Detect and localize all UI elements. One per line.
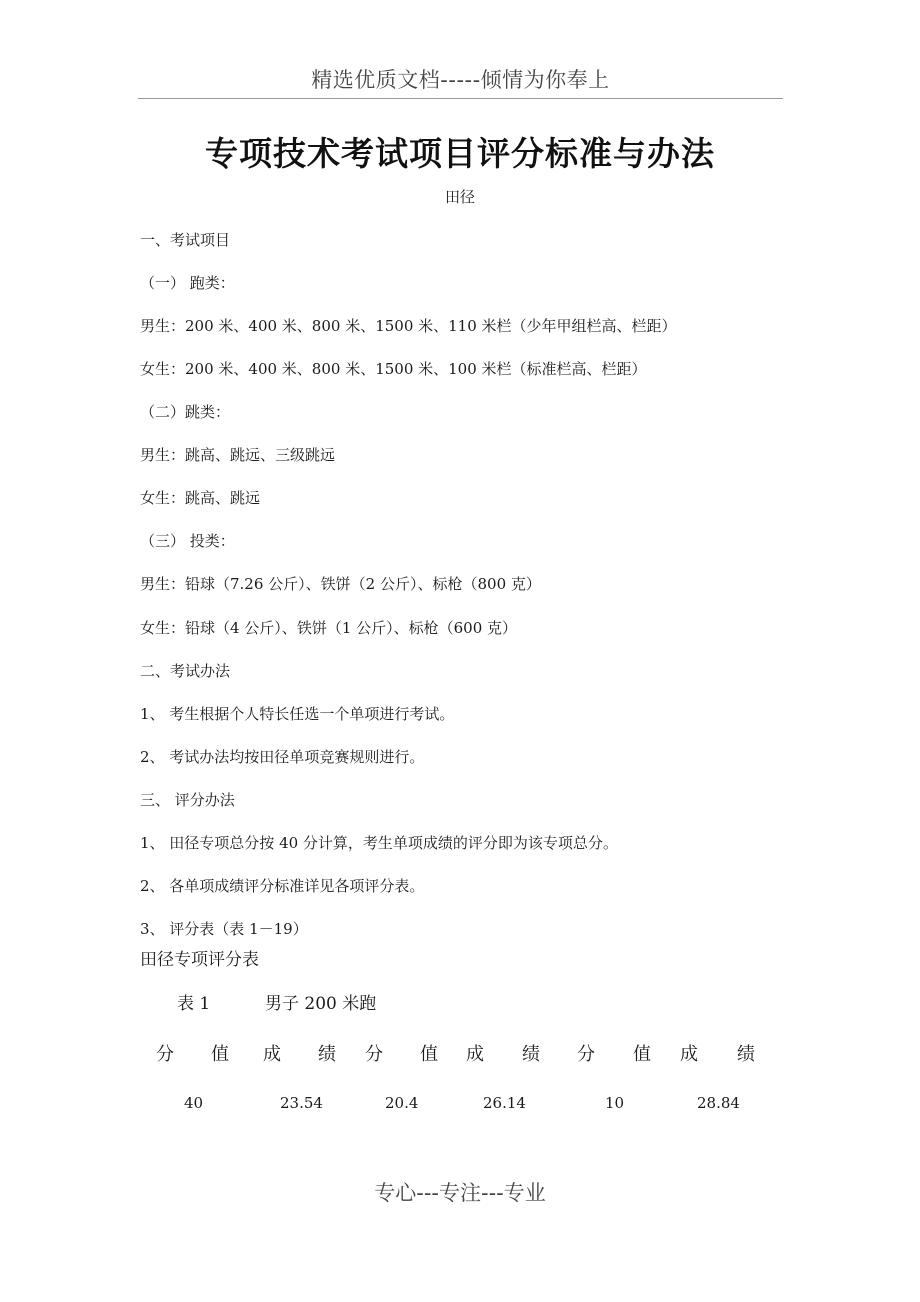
method-item-1: 1、 考生根据个人特长任选一个单项进行考试。 [140,705,455,723]
section-heading-exam-method: 二、考试办法 [140,662,231,680]
scoring-item-3: 3、 评分表（表 1－19） [140,920,308,938]
table-header-cell: 成 [680,1044,698,1065]
header-divider [138,98,783,99]
table-header-cell: 成 [263,1044,281,1065]
table-cell-result: 26.14 [483,1094,526,1112]
method-item-2: 2、 考试办法均按田径单项竞赛规则进行。 [140,748,425,766]
table-header-cell: 分 [365,1044,383,1065]
section-heading-exam-items: 一、考试项目 [140,231,231,249]
page-header: 精选优质文档-----倾情为你奉上 [311,68,610,92]
table-header-cell: 值 [211,1044,229,1065]
scoring-item-1: 1、 田径专项总分按 40 分计算，考生单项成绩的评分即为该专项总分。 [140,834,618,852]
section-heading-scoring: 三、 评分办法 [140,791,235,809]
table-header-cell: 值 [633,1044,651,1065]
throwing-male: 男生：铅球（7.26 公斤）、铁饼（2 公斤）、标枪（800 克） [140,575,541,593]
document-title: 专项技术考试项目评分标准与办法 [205,134,715,173]
table-cell-result: 28.84 [697,1094,740,1112]
table-header-cell: 绩 [522,1044,540,1065]
table-cell-result: 23.54 [280,1094,323,1112]
jumping-female: 女生：跳高、跳远 [140,489,261,507]
table-cell-score: 40 [184,1094,204,1112]
throwing-female: 女生：铅球（4 公斤）、铁饼（1 公斤）、标枪（600 克） [140,619,518,637]
subsection-running: （一） 跑类： [140,274,235,292]
document-subtitle: 田径 [444,188,475,206]
table-header-cell: 值 [420,1044,438,1065]
scoring-item-2: 2、 各单项成绩评分标准详见各项评分表。 [140,877,425,895]
table-header-cell: 成 [466,1044,484,1065]
subsection-jumping: （二）跳类： [140,403,231,421]
table-header-cell: 绩 [737,1044,755,1065]
table-cell-score: 10 [605,1094,625,1112]
running-male: 男生：200 米、400 米、800 米、1500 米、110 米栏（少年甲组栏高、栏距） [140,317,677,335]
table-header-cell: 分 [577,1044,595,1065]
subsection-throwing: （三） 投类： [140,532,235,550]
table-header-cell: 绩 [318,1044,336,1065]
table-number: 表 1 [177,994,211,1014]
table-header-cell: 分 [156,1044,174,1065]
jumping-male: 男生：跳高、跳远、三级跳远 [140,446,336,464]
table-cell-score: 20.4 [385,1094,419,1112]
page-footer: 专心---专注---专业 [374,1181,546,1205]
running-female: 女生：200 米、400 米、800 米、1500 米、100 米栏（标准栏高、栏距） [140,360,647,378]
table-name: 男子 200 米跑 [265,994,377,1014]
score-tables-title: 田径专项评分表 [140,950,259,970]
